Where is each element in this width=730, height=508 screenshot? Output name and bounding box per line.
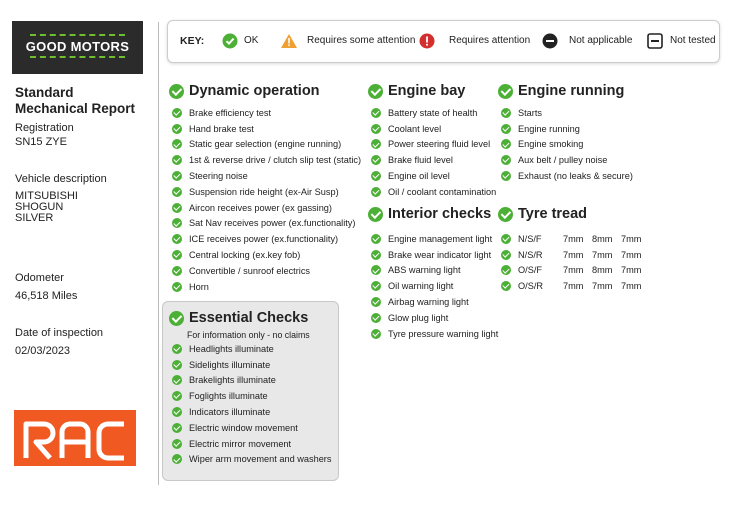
list-item bbox=[501, 121, 633, 137]
key-label: KEY: bbox=[180, 35, 205, 47]
list-item bbox=[172, 247, 361, 263]
warning-triangle-icon bbox=[280, 33, 296, 49]
check-icon bbox=[172, 171, 182, 181]
item-label: Brake wear indicator light bbox=[388, 249, 492, 260]
tread-reading: 7mm bbox=[563, 265, 584, 276]
interior-checks-list bbox=[371, 231, 498, 342]
check-icon bbox=[172, 124, 182, 134]
check-icon bbox=[371, 171, 381, 181]
item-label: Static gear selection (engine running) bbox=[189, 139, 342, 150]
check-icon bbox=[371, 124, 381, 134]
list-item bbox=[371, 294, 498, 310]
list-item bbox=[172, 216, 361, 232]
check-icon bbox=[501, 265, 511, 275]
essential-checks-heading bbox=[169, 310, 308, 326]
list-item bbox=[172, 404, 331, 420]
interior-checks-heading bbox=[368, 206, 491, 222]
tread-reading: 7mm bbox=[592, 249, 613, 260]
tread-reading: 7mm bbox=[621, 249, 642, 260]
item-label: Headlights illuminate bbox=[189, 343, 274, 354]
list-item bbox=[172, 388, 331, 404]
item-label: Brake efficiency test bbox=[189, 107, 272, 118]
list-item bbox=[371, 326, 498, 342]
list-item bbox=[371, 278, 498, 294]
check-icon bbox=[498, 207, 513, 222]
registration-value: SN15 ZYE bbox=[15, 136, 67, 148]
list-item bbox=[371, 105, 496, 121]
item-label: Suspension ride height (ex-Air Susp) bbox=[189, 186, 339, 197]
item-label: Oil warning light bbox=[388, 281, 454, 292]
logo-stripe bbox=[30, 34, 125, 36]
check-icon bbox=[371, 329, 381, 339]
item-label: Airbag warning light bbox=[388, 297, 469, 308]
list-item bbox=[172, 452, 331, 468]
registration-label: Registration bbox=[15, 122, 74, 134]
item-label: Hand brake test bbox=[189, 123, 254, 134]
report-title: Standard Mechanical Report bbox=[15, 85, 136, 116]
tyre-row bbox=[501, 278, 641, 294]
check-icon bbox=[371, 187, 381, 197]
section-title: Interior checks bbox=[388, 206, 492, 222]
list-item bbox=[172, 357, 331, 373]
item-label: Starts bbox=[518, 107, 542, 118]
section-title: Engine bay bbox=[388, 83, 466, 99]
section-title: Essential Checks bbox=[189, 310, 309, 326]
list-item bbox=[172, 121, 361, 137]
tyre-row bbox=[501, 263, 641, 279]
key-some-attention: Requires some attention bbox=[307, 35, 416, 46]
dynamic-operation-list bbox=[172, 105, 361, 295]
check-icon bbox=[498, 84, 513, 99]
tyre-position: N/S/R bbox=[518, 249, 543, 260]
check-icon bbox=[501, 171, 511, 181]
minus-square-icon bbox=[647, 33, 663, 49]
list-item bbox=[172, 231, 361, 247]
good-motors-logo bbox=[12, 21, 143, 74]
key-not-applicable: Not applicable bbox=[569, 35, 633, 46]
check-icon bbox=[172, 250, 182, 260]
tread-reading: 7mm bbox=[563, 281, 584, 292]
odometer-label: Odometer bbox=[15, 272, 64, 284]
key-attention: Requires attention bbox=[449, 35, 531, 46]
key-legend bbox=[167, 20, 720, 63]
item-label: Aux belt / pulley noise bbox=[518, 155, 608, 166]
key-not-tested: Not tested bbox=[670, 35, 716, 46]
list-item bbox=[172, 279, 361, 295]
item-label: Electric window movement bbox=[189, 422, 298, 433]
alert-icon bbox=[419, 33, 435, 49]
item-label: Steering noise bbox=[189, 171, 248, 182]
check-icon bbox=[172, 108, 182, 118]
tread-reading: 7mm bbox=[621, 233, 642, 244]
list-item bbox=[371, 152, 496, 168]
list-item bbox=[172, 105, 361, 121]
tread-reading: 7mm bbox=[563, 233, 584, 244]
check-icon bbox=[371, 281, 381, 291]
check-icon bbox=[371, 139, 381, 149]
check-icon bbox=[501, 155, 511, 165]
item-label: Tyre pressure warning light bbox=[388, 328, 499, 339]
check-icon bbox=[371, 108, 381, 118]
divider bbox=[158, 22, 159, 485]
list-item bbox=[501, 105, 633, 121]
tread-reading: 7mm bbox=[621, 281, 642, 292]
tyre-position: O/S/F bbox=[518, 265, 542, 276]
list-item bbox=[501, 168, 633, 184]
date-value: 02/03/2023 bbox=[15, 345, 71, 357]
check-icon bbox=[172, 360, 182, 370]
list-item bbox=[172, 420, 331, 436]
vehicle-colour: SILVER bbox=[15, 212, 54, 224]
section-title: Engine running bbox=[518, 83, 625, 99]
tread-reading: 8mm bbox=[592, 233, 613, 244]
tread-reading: 7mm bbox=[592, 281, 613, 292]
item-label: Battery state of health bbox=[388, 107, 478, 118]
dynamic-operation-heading bbox=[169, 83, 320, 99]
sidebar bbox=[15, 85, 155, 117]
logo-stripe bbox=[30, 56, 125, 58]
check-icon bbox=[172, 203, 182, 213]
list-item bbox=[371, 310, 498, 326]
tyre-tread-heading bbox=[498, 206, 587, 222]
check-icon bbox=[368, 207, 383, 222]
engine-running-list bbox=[501, 105, 633, 184]
item-label: Convertible / sunroof electrics bbox=[189, 265, 311, 276]
check-icon bbox=[172, 423, 182, 433]
list-item bbox=[172, 184, 361, 200]
item-label: Oil / coolant contamination bbox=[388, 186, 497, 197]
check-icon bbox=[172, 439, 182, 449]
check-icon bbox=[172, 218, 182, 228]
item-label: Indicators illuminate bbox=[189, 407, 271, 418]
check-icon bbox=[172, 139, 182, 149]
check-icon bbox=[169, 311, 184, 326]
vehicle-model: SHOGUN bbox=[15, 201, 64, 213]
list-item bbox=[371, 121, 496, 137]
check-icon bbox=[172, 407, 182, 417]
item-label: Glow plug light bbox=[388, 312, 449, 323]
check-icon bbox=[501, 250, 511, 260]
item-label: Brakelights illuminate bbox=[189, 375, 276, 386]
check-icon bbox=[371, 297, 381, 307]
list-item bbox=[371, 231, 498, 247]
section-title: Tyre tread bbox=[518, 206, 588, 222]
item-label: Aircon receives power (ex gassing) bbox=[189, 202, 332, 213]
check-icon bbox=[169, 84, 184, 99]
check-icon bbox=[368, 84, 383, 99]
check-icon bbox=[222, 33, 238, 49]
list-item bbox=[501, 137, 633, 153]
tyre-position: O/S/R bbox=[518, 281, 544, 292]
check-icon bbox=[371, 265, 381, 275]
check-icon bbox=[172, 282, 182, 292]
section-title: Dynamic operation bbox=[189, 83, 320, 99]
list-item bbox=[172, 436, 331, 452]
item-label: Engine oil level bbox=[388, 171, 450, 182]
check-icon bbox=[501, 139, 511, 149]
item-label: Brake fluid level bbox=[388, 155, 453, 166]
check-icon bbox=[172, 454, 182, 464]
essential-checks-list bbox=[172, 341, 331, 467]
list-item bbox=[371, 263, 498, 279]
list-item bbox=[172, 373, 331, 389]
check-icon bbox=[172, 375, 182, 385]
rac-logo bbox=[14, 410, 136, 466]
item-label: Engine smoking bbox=[518, 139, 584, 150]
list-item bbox=[371, 184, 496, 200]
check-icon bbox=[371, 313, 381, 323]
list-item bbox=[172, 200, 361, 216]
check-icon bbox=[172, 344, 182, 354]
item-label: Wiper arm movement and washers bbox=[189, 454, 332, 465]
check-icon bbox=[371, 155, 381, 165]
list-item bbox=[501, 152, 633, 168]
tread-reading: 8mm bbox=[592, 265, 613, 276]
check-icon bbox=[501, 108, 511, 118]
list-item bbox=[371, 168, 496, 184]
item-label: ABS warning light bbox=[388, 265, 461, 276]
list-item bbox=[172, 168, 361, 184]
item-label: ICE receives power (ex.functionality) bbox=[189, 234, 339, 245]
logo-text: GOOD MOTORS bbox=[25, 39, 130, 54]
item-label: Horn bbox=[189, 281, 209, 292]
tyre-position: N/S/F bbox=[518, 233, 542, 244]
essential-note: For information only - no claims bbox=[187, 330, 310, 340]
date-label: Date of inspection bbox=[15, 327, 104, 339]
check-icon bbox=[172, 391, 182, 401]
item-label: Sat Nav receives power (ex.functionality) bbox=[189, 218, 356, 229]
tyre-tread-list bbox=[501, 231, 641, 294]
engine-bay-list bbox=[371, 105, 496, 200]
item-label: 1st & reverse drive / clutch slip test (static) bbox=[189, 155, 362, 166]
check-icon bbox=[501, 234, 511, 244]
check-icon bbox=[172, 187, 182, 197]
check-icon bbox=[172, 266, 182, 276]
vehicle-label: Vehicle description bbox=[15, 173, 107, 185]
vehicle-make: MITSUBISHI bbox=[15, 190, 78, 202]
tread-reading: 7mm bbox=[621, 265, 642, 276]
list-item bbox=[371, 247, 498, 263]
list-item bbox=[172, 137, 361, 153]
list-item bbox=[172, 263, 361, 279]
item-label: Power steering fluid level bbox=[388, 139, 491, 150]
check-icon bbox=[371, 250, 381, 260]
tyre-row bbox=[501, 231, 641, 247]
engine-running-heading bbox=[498, 83, 624, 99]
odometer-value: 46,518 Miles bbox=[15, 290, 78, 302]
item-label: Electric mirror movement bbox=[189, 438, 292, 449]
rac-logo-mark bbox=[14, 410, 136, 466]
minus-circle-icon bbox=[542, 33, 558, 49]
check-icon bbox=[172, 155, 182, 165]
check-icon bbox=[371, 234, 381, 244]
list-item bbox=[172, 341, 331, 357]
check-icon bbox=[501, 124, 511, 134]
check-icon bbox=[172, 234, 182, 244]
key-ok: OK bbox=[244, 35, 259, 46]
tread-reading: 7mm bbox=[563, 249, 584, 260]
item-label: Sidelights illuminate bbox=[189, 359, 271, 370]
tyre-row bbox=[501, 247, 641, 263]
item-label: Engine management light bbox=[388, 233, 493, 244]
vehicle-description bbox=[15, 191, 155, 224]
list-item bbox=[371, 137, 496, 153]
check-icon bbox=[501, 281, 511, 291]
item-label: Coolant level bbox=[388, 123, 442, 134]
item-label: Central locking (ex.key fob) bbox=[189, 250, 301, 261]
engine-bay-heading bbox=[368, 83, 465, 99]
list-item bbox=[172, 152, 361, 168]
item-label: Foglights illuminate bbox=[189, 391, 268, 402]
item-label: Engine running bbox=[518, 123, 580, 134]
item-label: Exhaust (no leaks & secure) bbox=[518, 171, 633, 182]
